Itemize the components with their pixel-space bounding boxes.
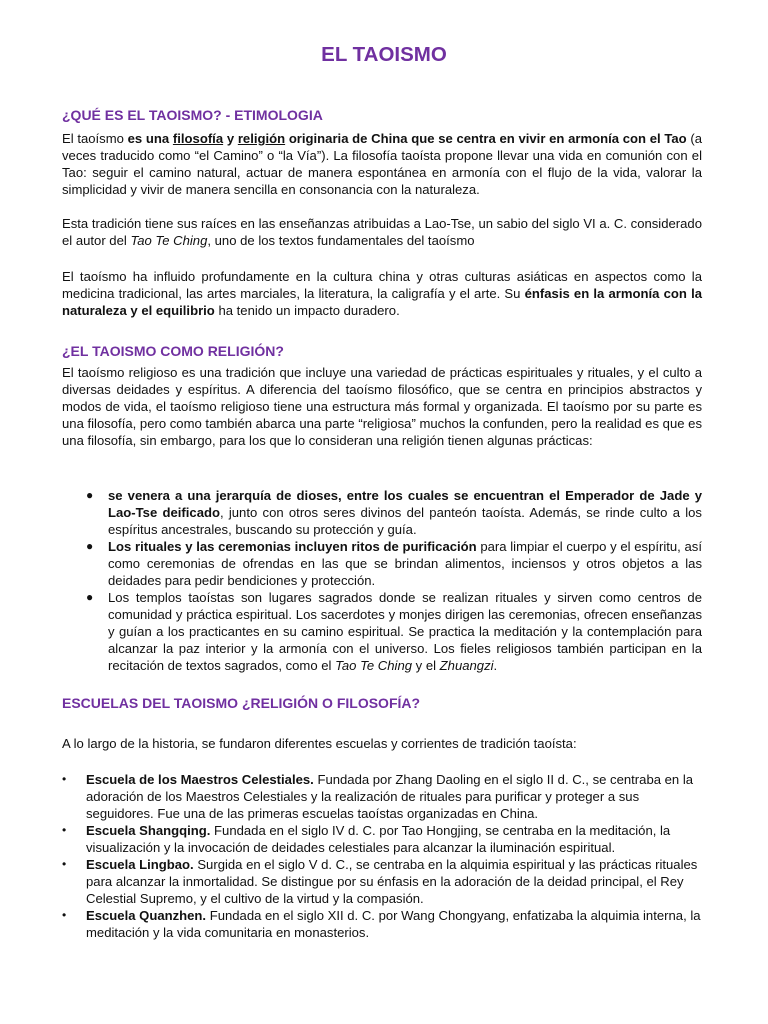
text: El taoísmo bbox=[62, 131, 128, 146]
list-item bbox=[62, 487, 702, 538]
paragraph-influence bbox=[62, 268, 702, 319]
text: , uno de los textos fundamentales del taoísmo bbox=[207, 233, 475, 248]
school-text: Fundada en el siglo IV d. C. por Tao Hongjing, se centraba en la meditación, la visualización y la invocación de deidades celestiales para alcanzar la iluminación espiritual. bbox=[86, 823, 671, 855]
section-heading-escuelas: ESCUELAS DEL TAOISMO ¿RELIGIÓN O FILOSOFÍA? bbox=[62, 695, 421, 711]
text: , junto con otros seres divinos del panteón taoísta. Además, se rinde culto a los espíritus ancestrales, buscando su protección y guía. bbox=[108, 505, 702, 537]
bold-text: originaria de China que se centra en vivir en armonía con el Tao bbox=[285, 131, 687, 146]
bullet-icon: • bbox=[62, 772, 67, 786]
bullet-icon: • bbox=[62, 908, 67, 922]
bullet-icon: ● bbox=[86, 590, 94, 604]
bullet-icon: ● bbox=[86, 488, 94, 502]
bold-text: es una bbox=[127, 131, 173, 146]
school-name: Escuela Lingbao. bbox=[86, 857, 194, 872]
italic-text: Zhuangzi bbox=[439, 658, 494, 673]
list-item bbox=[62, 822, 707, 856]
text: (a veces traducido como “el Camino” o “la Vía”). La filosofía taoísta propone llevar una vida en comunión con el Tao: seguir el camino natural, actuar de manera espontánea en armonía con el flujo de la vida, valorar la simplicidad y vivir de manera sencilla en consonancia con la naturaleza. bbox=[62, 131, 703, 197]
bullet-icon: ● bbox=[86, 539, 94, 553]
section-heading-etimologia: ¿QUÉ ES EL TAOISMO? - ETIMOLOGIA bbox=[62, 107, 323, 123]
list-item bbox=[62, 589, 702, 674]
school-name: Escuela Quanzhen. bbox=[86, 908, 207, 923]
bold-text: énfasis en la armonía con la naturaleza y el equilibrio bbox=[62, 286, 702, 318]
bold-text: y bbox=[223, 131, 238, 146]
bold-text: se venera a una jerarquía de dioses, entre los cuales se encuentran el Emperador de Jade y Lao-Tse deificado bbox=[108, 488, 702, 520]
list-item bbox=[62, 538, 702, 589]
link-filosofia[interactable]: filosofía bbox=[172, 131, 224, 146]
text: ha tenido un impacto duradero. bbox=[214, 303, 400, 318]
text: y el bbox=[412, 658, 440, 673]
school-text: Fundada por Zhang Daoling en el siglo II d. C., se centraba en la adoración de los Maestros Celestiales y la realización de rituales para purificar y proteger a sus seguidores. Fue una de las primeras escuelas taoístas organizadas en China. bbox=[86, 772, 694, 821]
list-item bbox=[62, 771, 707, 822]
school-name: Escuela Shangqing. bbox=[86, 823, 211, 838]
section-heading-religion: ¿EL TAOISMO COMO RELIGIÓN? bbox=[62, 343, 284, 359]
practices-list bbox=[62, 487, 702, 674]
text: Esta tradición tiene sus raíces en las enseñanzas atribuidas a Lao-Tse, un sabio del siglo VI a. C. considerado el autor del bbox=[62, 216, 702, 248]
paragraph-schools-intro: A lo largo de la historia, se fundaron diferentes escuelas y corrientes de tradición taoísta: bbox=[62, 736, 577, 751]
paragraph-religion: El taoísmo religioso es una tradición que incluye una variedad de prácticas espirituales y rituales, y el culto a diversas deidades y espíritus. A diferencia del taoísmo filosófico, que se centra en principios abstractos y modos de vida, el taoísmo religioso tiene una estructura más formal y organizada. El taoísmo por su parte es una filosofía, pero como también abarca una parte “religiosa” muchos la confunden, pero la realidad es que es una filosofía, sin embargo, para los que lo consideran una religión tienen algunas prácticas: bbox=[62, 365, 702, 448]
school-name: Escuela de los Maestros Celestiales. bbox=[86, 772, 314, 787]
school-text: Fundada en el siglo XII d. C. por Wang Chongyang, enfatizaba la alquimia interna, la meditación y la vida comunitaria en monasterios. bbox=[86, 908, 701, 940]
text: . bbox=[493, 658, 498, 673]
paragraph-definition bbox=[62, 130, 702, 198]
text: Los templos taoístas son lugares sagrados donde se realizan rituales y sirven como centros de comunidad y práctica espiritual. Los sacerdotes y monjes dirigen las ceremonias, ofrecen enseñanzas y guían a los practicantes en su camino espiritual. Se practica la meditación y la contemplación para alcanzar la paz interior y la armonía con el universo. Los fieles religiosos también participan en la recitación de textos sagrados, como el bbox=[108, 590, 702, 673]
paragraph-origin bbox=[62, 215, 702, 249]
link-religion[interactable]: religión bbox=[237, 131, 286, 146]
schools-list bbox=[62, 771, 707, 941]
bold-text: Los rituales y las ceremonias incluyen ritos de purificación bbox=[108, 539, 477, 554]
list-item bbox=[62, 907, 707, 941]
text: El taoísmo ha influido profundamente en la cultura china y otras culturas asiáticas en aspectos como la medicina tradicional, las artes marciales, la literatura, la caligrafía y el arte. Su bbox=[62, 269, 702, 301]
bullet-icon: • bbox=[62, 823, 67, 837]
italic-text: Tao Te Ching bbox=[335, 658, 413, 673]
page-title: EL TAOISMO bbox=[321, 43, 447, 66]
italic-text: Tao Te Ching bbox=[130, 233, 208, 248]
text: para limpiar el cuerpo y el espíritu, así como ceremonias de ofrendas en las que se brindan alimentos, inciensos y otros objetos a las deidades para pedir bendiciones y protección. bbox=[108, 539, 702, 588]
bullet-icon: • bbox=[62, 857, 67, 871]
list-item bbox=[62, 856, 707, 907]
school-text: Surgida en el siglo V d. C., se centraba en la alquimia espiritual y las prácticas rituales para alcanzar la inmortalidad. Se distingue por su énfasis en la adoración de la deidad principal, el Rey Celestial Supremo, y el cultivo de la virtud y la compasión. bbox=[86, 857, 698, 906]
